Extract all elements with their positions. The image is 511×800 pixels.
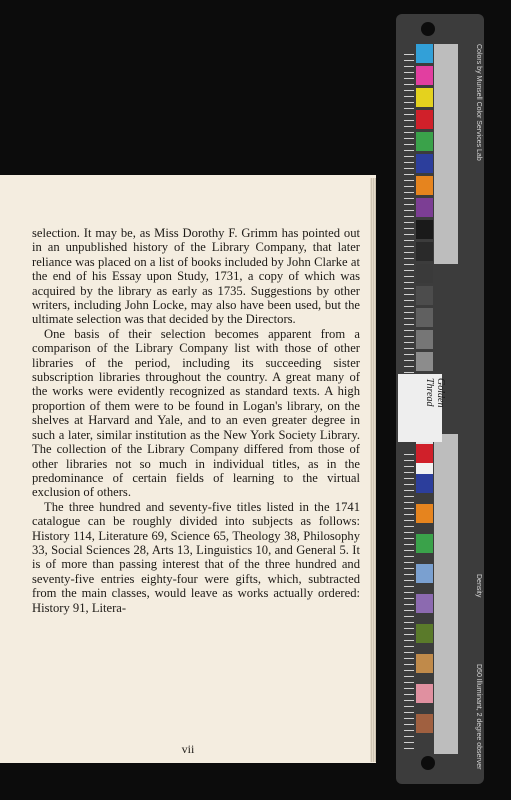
color-chip <box>416 242 433 261</box>
color-chip <box>416 44 433 63</box>
color-chip <box>416 444 433 463</box>
paragraph-2: One basis of their selection becomes apparent from a comparison of the Library Company list with those of other libraries of the period, including its succeeding sister subscription libraries throughout the country. A great many of the works were evidently recognized as standard texts. A high proportion of them were to be found in Logan's library, on the shelves at Harvard and Yale, and to an even greater degree in such a later, similar institution as the New York Society Library. The collection of the Library Company differed from those of other libraries not so much in individual titles, as in the predominance of certain fields of learning to the virtual exclusion of others. <box>32 326 360 500</box>
illuminant-label: D50 Illuminant, 2 degree observer <box>475 664 482 770</box>
ruler-ticks-top <box>404 54 414 384</box>
target-brand-label: Colors by Munsell Color Services Lab <box>475 44 482 161</box>
color-chip <box>416 110 433 129</box>
color-chip <box>416 594 433 613</box>
target-hole-top <box>421 22 435 36</box>
color-chip <box>416 654 433 673</box>
color-chip <box>416 352 433 371</box>
color-chip <box>416 714 433 733</box>
paragraph-3: The three hundred and seventy-five titles listed in the 1741 catalogue can be roughly divided into subjects as follows: History 114, Literature 69, Science 65, Theology 38, Philosophy 33, Social Sciences 28, Arts 13, Linguistics 10, and General 5. It is of more than passing interest that of the three hundred and seventy-five entries eighty-four were gifts, which, subtracted from the main classes, would leave as works actually ordered: History 91, Litera- <box>32 499 360 615</box>
color-chip <box>416 132 433 151</box>
value-scale-bottom <box>434 434 458 754</box>
color-chip <box>416 330 433 349</box>
value-scale-top <box>434 44 458 264</box>
color-chip <box>416 474 433 493</box>
color-chip <box>416 308 433 327</box>
color-chip <box>416 66 433 85</box>
color-chip <box>416 684 433 703</box>
page-number: vii <box>181 742 195 756</box>
color-chip <box>416 88 433 107</box>
ruler-ticks-bottom <box>404 454 414 754</box>
color-chip <box>416 624 433 643</box>
color-chip <box>416 286 433 305</box>
color-chip <box>416 220 433 239</box>
color-chip <box>416 504 433 523</box>
density-label: Density <box>475 574 482 598</box>
color-chip <box>416 154 433 173</box>
page-body-text <box>32 226 360 615</box>
paragraph-1: selection. It may be, as Miss Dorothy F. Grimm has pointed out in an unpublished history of the Library Company, that later reliance was placed on a list of books included by John Clarke at the end of his Essay upon Study, 1731, a copy of which was acquired by the library as early as 1735. Suggestions by other writers, including John Locke, may also have been used, but the ultimate selection was that decided by the Directors. <box>32 226 360 327</box>
page-edges <box>370 178 376 762</box>
color-chip <box>416 534 433 553</box>
color-chip <box>416 176 433 195</box>
color-chip <box>416 198 433 217</box>
color-chip <box>416 264 433 283</box>
color-chip <box>416 564 433 583</box>
target-hole-bottom <box>421 756 435 770</box>
target-logo: Golden Thread <box>424 378 446 408</box>
